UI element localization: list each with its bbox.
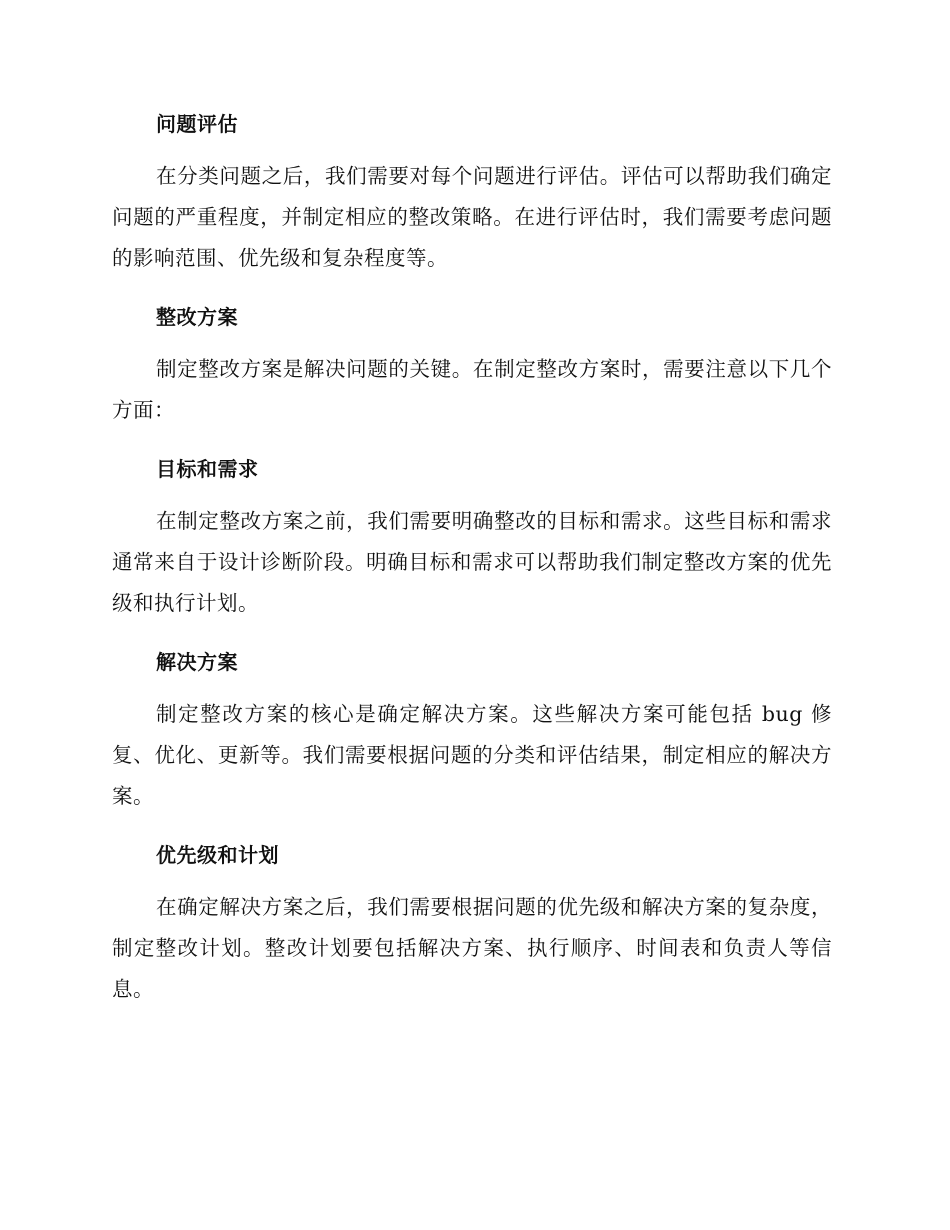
section-priority-and-plan <box>112 835 832 1010</box>
section-paragraph: 制定整改方案是解决问题的关键。在制定整改方案时，需要注意以下几个方面： <box>112 357 832 422</box>
section-paragraph: 制定整改方案的核心是确定解决方案。这些解决方案可能包括 bug 修复、优化、更新等。我们需要根据问题的分类和评估结果，制定相应的解决方案。 <box>112 702 832 808</box>
section-heading: 整改方案 <box>156 305 238 329</box>
section-problem-evaluation <box>112 104 832 279</box>
section-heading: 问题评估 <box>156 112 238 136</box>
section-heading: 解决方案 <box>156 650 238 674</box>
section-paragraph: 在分类问题之后，我们需要对每个问题进行评估。评估可以帮助我们确定问题的严重程度，并制定相应的整改策略。在进行评估时，我们需要考虑问题的影响范围、优先级和复杂程度等。 <box>112 164 832 270</box>
section-solutions <box>112 642 832 817</box>
section-rectification-plan <box>112 297 832 431</box>
section-heading: 优先级和计划 <box>156 843 279 867</box>
section-paragraph: 在确定解决方案之后，我们需要根据问题的优先级和解决方案的复杂度，制定整改计划。整改计划要包括解决方案、执行顺序、时间表和负责人等信息。 <box>112 895 832 1001</box>
section-heading: 目标和需求 <box>156 457 259 481</box>
section-goals-and-requirements <box>112 449 832 624</box>
document-page <box>112 104 832 1028</box>
section-paragraph: 在制定整改方案之前，我们需要明确整改的目标和需求。这些目标和需求通常来自于设计诊断阶段。明确目标和需求可以帮助我们制定整改方案的优先级和执行计划。 <box>112 509 832 615</box>
